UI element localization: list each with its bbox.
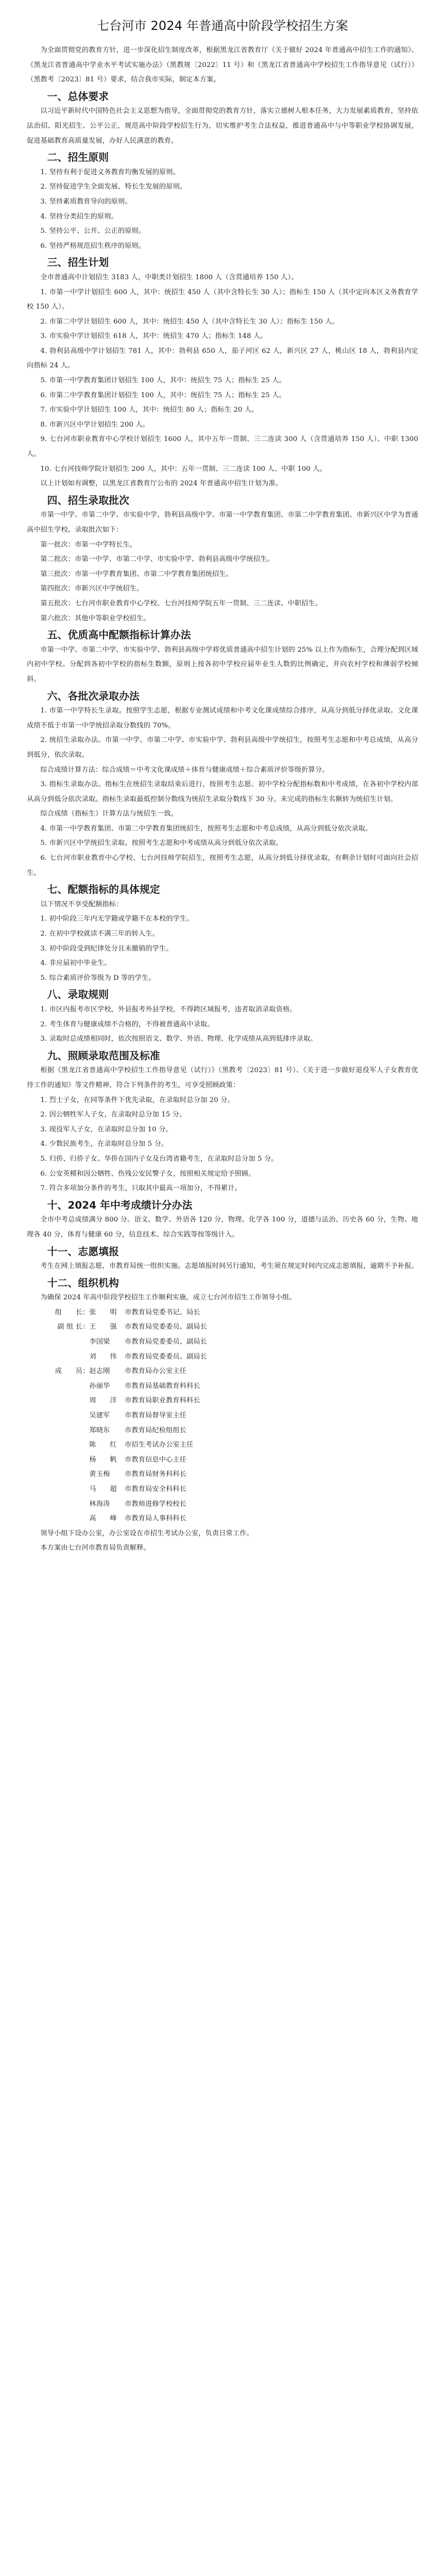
roster-role [40,1423,89,1438]
list-item: 5. 市第一中学教育集团计划招生 100 人，其中：统招生 75 人；指标生 25 人。 [40,377,286,385]
roster-row [27,1409,418,1423]
list-item: 2. 坚持促进学生全面发展、特长生发展的原则。 [40,183,187,191]
paragraph: 市第一中学、市第二中学、市实验中学、勃利县高级中学、市第一中学教育集团、市第二中学教育集团、市新兴区中学为普通高中招生学校。录取批次如下： [27,511,418,534]
section-heading: 十一、志愿填报 [47,1245,119,1258]
roster-role [40,1512,89,1527]
roster-name: 赵志刚 [89,1367,110,1376]
leadership-roster [27,1306,418,1527]
list-item: 2. 统招生录取办法。市第一中学、市第二中学、市实验中学、勃利县高级中学统招生，按照考生志愿和中考总成绩，从高分到低分，依次录取。 [27,736,418,759]
roster-row [27,1467,418,1482]
list-item: 6. 市第二中学教育集团计划招生 100 人，其中：统招生 75 人；指标生 25 人。 [40,391,286,399]
list-item: 7. 市实验中学计划招生 100 人，其中：统招生 80 人；指标生 20 人。 [40,406,259,414]
list-item: 1. 市区内报考市区学校，外县报考外县学校，不得跨区域报考，违者取消录取资格。 [40,1006,297,1013]
paragraph: 全市普通高中计划招生 3183 人，中职类计划招生 1800 人（含贯通培养 150 人）。 [40,273,298,281]
document-closing [27,1527,418,1556]
roster-row [27,1497,418,1512]
section-heading: 一、总体要求 [47,90,109,103]
roster-post: 市教师进修学校校长 [125,1500,187,1508]
list-item: 10. 七台河技师学院计划招生 200 人，其中：五年一贯制、三二连读 100 人、中职 100 人。 [40,465,327,473]
list-item: 第三批次：市第一中学教育集团、市第二中学教育集团统招生。 [40,570,233,578]
list-item: 4. 坚持分类招生的原则。 [40,212,118,221]
roster-name: 王 强 [89,1323,117,1331]
section-heading: 四、招生录取批次 [47,494,130,506]
section-heading: 三、招生计划 [47,257,109,269]
roster-post: 市教育局办公室主任 [125,1367,187,1376]
list-item: 3. 现役军人子女，在录取时总分加 10 分。 [40,1125,173,1133]
paragraph: 以下情况不享受配额指标： [40,900,123,908]
list-item: 以上计划如有调整，以黑龙江省教育厅公布的 2024 年普通高中招生计划为准。 [40,480,283,488]
section-heading: 二、招生原则 [47,151,109,164]
list-item: 6. 公安英模和因公牺牲、伤残公安民警子女，按照相关规定给予照顾。 [40,1170,255,1178]
section-heading: 七、配额指标的具体规定 [47,884,160,896]
roster-row [27,1350,418,1365]
roster-row [27,1438,418,1453]
roster-post: 市教育局党委书记、局长 [125,1308,200,1316]
roster-name: 陈 红 [89,1441,117,1449]
list-item: 4. 非应届初中毕业生。 [40,959,111,968]
list-item: 第二批次：市第一中学、市第二中学、市实验中学、勃利县高级中学统招生。 [40,555,274,564]
list-item: 综合成绩计算方法：综合成绩＝中考文化课成绩＋体育与健康成绩＋综合素质评价等级折算分。 [40,766,329,774]
roster-role [40,1350,89,1365]
roster-name: 周 洋 [89,1397,117,1405]
roster-post: 市招生考试办公室主任 [125,1441,194,1449]
roster-name: 林海涛 [89,1500,110,1508]
list-item: 7. 符合多项加分条件的考生，只取其中最高一项加分，不得累计。 [40,1184,242,1193]
list-item: 3. 录取时总成绩相同时，依次按照语文、数学、外语、物理、化学成绩从高到低排序录取。 [40,1035,317,1043]
paragraph: 领导小组下设办公室，办公室设在市招生考试办公室，负责日常工作。 [40,1529,253,1537]
roster-name: 李国梁 [89,1338,110,1346]
roster-post: 市教育局纪检组组长 [125,1426,187,1434]
roster-post: 市教育信息中心主任 [125,1455,187,1464]
roster-role: 组 长： [55,1308,90,1316]
paragraph: 考生在网上填报志愿，市教育局统一组织实施。志愿填报时间另行通知，考生须在规定时间内完成志愿填报，逾期不予补报。 [40,1262,418,1270]
roster-post: 市教育局职业教育科科长 [125,1397,200,1405]
roster-post: 市教育局基础教育科科长 [125,1382,200,1390]
roster-name: 马 超 [89,1485,117,1493]
roster-name: 郑晓东 [89,1426,110,1434]
list-item: 2. 考生体育与健康成绩不合格的，不得被普通高中录取。 [40,1020,214,1028]
list-item: 1. 初中阶段三年内无学籍或学籍不在本校的学生。 [40,915,194,923]
list-item: 3. 市实验中学计划招生 618 人，其中：统招生 470 人；指标生 148 人。 [40,332,267,341]
section-heading: 八、录取规则 [47,989,109,1001]
list-item: 1. 烈士子女，在同等条件下优先录取，在录取时总分加 20 分。 [40,1096,234,1104]
list-item: 3. 初中阶段受到纪律处分且未撤销的学生。 [40,944,173,953]
paragraph: 全市中考总成绩满分 800 分。语文、数学、外语各 120 分，物理、化学各 100 分，道德与法治、历史各 60 分，生物、地理各 40 分，体育与健康 60 分，信息技术、综合实践等按等级计入。 [27,1216,418,1239]
list-item: 2. 在初中学校就读不满三年的转入生。 [40,930,160,938]
roster-name: 高 峰 [89,1515,117,1523]
list-item: 第六批次：其他中等职业学校招生。 [40,614,150,622]
list-item: 5. 市新兴区中学统招生录取。按照考生志愿和中考成绩从高分到低分依次录取。 [40,839,283,848]
list-item: 第一批次：市第一中学特长生。 [40,540,137,549]
roster-role [40,1394,89,1409]
paragraph: 为全面贯彻党的教育方针，进一步深化招生制度改革，根据黑龙江省教育厅《关于做好 2024 年普通高中招生工作的通知》、《黑龙江省普通高中学业水平考试实施办法》（黑教规〔2022〕11 号）和《黑龙江省普通高中学校招生工作指导意见（试行）》（黑教考〔2023〕81 号）要求，结合我市实际，制定本方案。 [27,46,418,84]
roster-role [40,1438,89,1453]
list-item: 5. 归侨、归侨子女、华侨在国内子女及台湾省籍考生，在录取时总分加 5 分。 [40,1155,278,1163]
list-item: 2. 市第二中学计划招生 600 人，其中：统招生 450 人（其中含特长生 30 人）；指标生 150 人。 [40,317,339,326]
paragraph: 市第一中学、市第二中学、市实验中学、勃利县高级中学将优质普通高中招生计划的 25% 以上作为指标生，合理分配到区域内初中学校。分配到各初中学校的指标生数额，原则上按各初中学校应届毕业生人数的比例确定，并向农村学校和薄弱学校倾斜。 [27,646,418,683]
roster-post: 市教育局党委委员、副局长 [125,1338,208,1346]
roster-name: 杨 帆 [89,1455,117,1464]
list-item: 5. 坚持公平、公开、公正的原则。 [40,227,146,235]
page-title: 七台河市 2024 年普通高中阶段学校招生方案 [97,19,348,33]
roster-post: 市教育局财务科科长 [125,1470,187,1479]
roster-role [40,1497,89,1512]
list-item: 4. 少数民族考生，在录取时总分加 5 分。 [40,1140,168,1148]
list-item: 9. 七台河市职业教育中心学校计划招生 1600 人，其中五年一贯制、三二连读 300 人（含贯通培养 150 人）、中职 1300 人。 [27,435,418,459]
roster-name: 黄玉梅 [89,1470,110,1479]
roster-role: 副 组 长： [57,1323,90,1331]
roster-post: 市教育局党委委员、副局长 [125,1323,208,1331]
list-item: 4. 市第一中学教育集团、市第二中学教育集团统招生，按照考生志愿和中考总成绩，从高分到低分依次录取。 [40,824,372,833]
roster-row [27,1320,418,1335]
roster-name: 刘 伟 [89,1352,117,1361]
roster-row [27,1512,418,1527]
roster-role: 成 员： [55,1367,90,1376]
list-item: 1. 市第一中学计划招生 600 人，其中：统招生 450 人（其中含特长生 30 人）；指标生 150 人（其中定向本区义务教育学校 150 人）。 [27,288,418,311]
roster-role [40,1379,89,1394]
roster-role [40,1453,89,1468]
roster-post: 市教育局人事科科长 [125,1515,187,1523]
roster-name: 张 明 [89,1308,117,1316]
list-item: 3. 坚持素质教育导向的原则。 [40,197,132,206]
roster-row [27,1482,418,1497]
list-item: 第四批次：市新兴区中学统招生。 [40,585,144,593]
roster-row [27,1379,418,1394]
section-heading: 十二、组织机构 [47,1277,119,1289]
list-item: 8. 市新兴区中学计划招生 200 人。 [40,420,149,429]
roster-row [27,1423,418,1438]
roster-role [40,1467,89,1482]
paragraph: 为确保 2024 年高中阶段学校招生工作顺利实施，成立七台河市招生工作领导小组。 [40,1294,296,1302]
section-heading: 六、各批次录取办法 [47,690,140,702]
section-heading: 九、照顾录取范围及标准 [47,1049,160,1062]
section-heading: 十、2024 年中考成绩计分办法 [47,1199,193,1211]
roster-post: 市教育局督导室主任 [125,1412,187,1420]
list-item: 1. 市第一中学特长生录取。按照学生志愿，根据专业测试成绩和中考文化课成绩综合排序，从高分到低分择优录取。文化课成绩不低于市第一中学统招录取分数线的 70%。 [27,707,418,730]
document-body [27,43,418,1306]
paragraph: 以习近平新时代中国特色社会主义思想为指导，全面贯彻党的教育方针，落实立德树人根本任务，大力发展素质教育，坚持依法治招、阳光招生、公平公正，规范高中阶段学校招生行为，切实维护考生合法权益，推进普通高中与中等职业学校协调发展，促进基础教育高质量发展，办好人民满意的教育。 [27,107,418,145]
list-item: 综合成绩（指标生）计算方法与统招生一致。 [40,810,178,818]
list-item: 1. 坚持有利于促进义务教育均衡发展的原则。 [40,168,180,176]
roster-post: 市教育局安全科科长 [125,1485,187,1493]
roster-post: 市教育局党委委员、副局长 [125,1352,208,1361]
roster-role [40,1482,89,1497]
roster-row [27,1453,418,1468]
paragraph: 根据《黑龙江省普通高中学校招生工作指导意见（试行）》（黑教考〔2023〕81 号）、《关于进一步做好退役军人子女教育优待工作的通知》等文件精神，符合下列条件的考生，可享受照顾政策： [27,1066,418,1089]
roster-row [27,1364,418,1379]
roster-role [40,1409,89,1423]
list-item: 5. 综合素质评价等级为 D 等的学生。 [40,974,156,982]
paragraph: 本方案由七台河市教育局负责解释。 [40,1544,150,1552]
list-item: 6. 七台河市职业教育中心学校、七台河技师学院招生，按照考生志愿，从高分到低分择优录取，有剩余计划时可面向社会招生。 [27,854,418,877]
section-heading: 五、优质高中配额指标计算办法 [47,629,191,641]
roster-role [40,1335,89,1350]
list-item: 4. 勃利县高级中学计划招生 781 人，其中：勃利县 650 人，茄子河区 62 人，新兴区 27 人，桃山区 18 人，勃利县内定向指标 24 人。 [27,347,418,370]
roster-name: 孙丽华 [89,1382,110,1390]
list-item: 3. 指标生录取办法。指标生在统招生录取结束后进行，按照考生志愿、初中学校分配指标数和中考成绩，在各初中学校内部从高分到低分依次录取。指标生录取最低控制分数线为统招生录取分数线下 30 分。未完成的指标生名额转为统招生计划。 [27,781,418,803]
list-item: 6. 坚持严格规范招生秩序的原则。 [40,242,146,250]
roster-row [27,1306,418,1320]
list-item: 2. 因公牺牲军人子女，在录取时总分加 15 分。 [40,1111,186,1119]
roster-name: 吴建军 [89,1412,110,1420]
roster-row [27,1394,418,1409]
list-item: 第五批次：七台河市职业教育中心学校、七台河技师学院五年一贯制、三二连读、中职招生。 [40,599,322,607]
roster-row [27,1335,418,1350]
